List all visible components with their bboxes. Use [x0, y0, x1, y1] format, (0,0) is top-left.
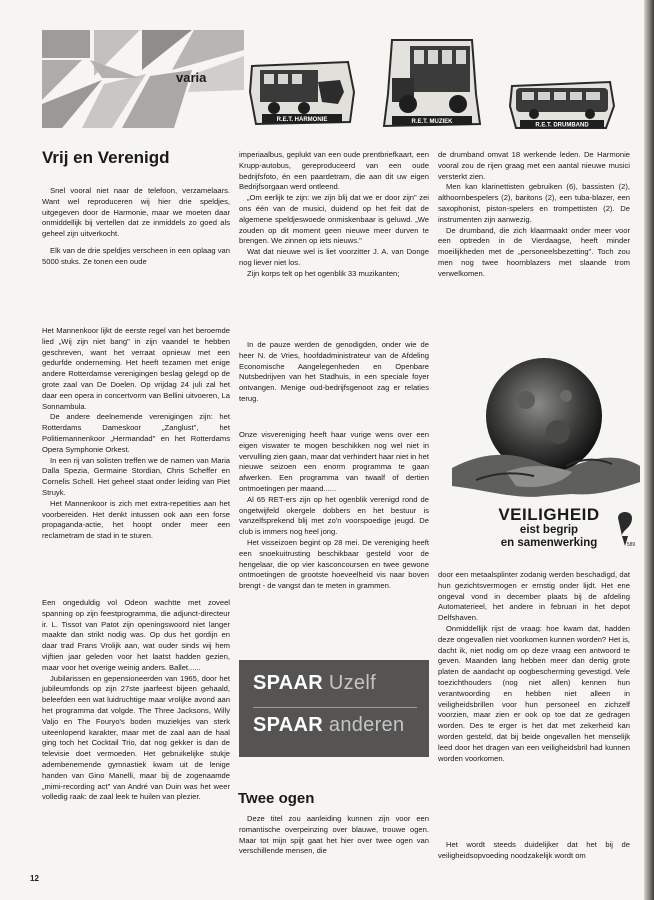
banner-word: SPAAR: [253, 714, 324, 736]
paragraph: Het Mannenkoor lijkt de eerste regel van het beroemde lied „Wij zijn niet bang" in zijn vaandel te hebben geschreven, want het verraat opnieuw met een gedurfde onderneming. Het heeft tezamen met enige andere Rotterdamse verenigingen beslag gelegd op de grote zaal van De Doelen. Op vrijdag 24 juli zal het daar een opera in concertvorm van Bellini uitvoeren, La Sonnambula.: [42, 326, 230, 411]
horse-tram-pin-icon: [248, 52, 356, 132]
pin-label: R.E.T. DRUMBAND: [535, 122, 589, 129]
modern-bus-pin-icon: [506, 76, 618, 132]
paragraph: Al 65 RET-ers zijn op het ogenblik verenigd rond de ongetwijfeld okergele dobbers en het bestuur is vanzelfsprekend blij met zo'n voorspoedige jeugd. De club is immers nog heel jong.: [239, 494, 429, 537]
banner-line: [253, 714, 404, 737]
article-column: [239, 340, 429, 411]
section-label: varia: [176, 70, 207, 85]
banner-word: Uzelf: [328, 672, 376, 694]
paragraph: Een ongeduldig vol Odeon wachtte met zoveel spanning op zijn feestprogramma, die adjunct-directeur ir. L. Tissot van Patot zijn openingswoord niet langer maakte dan strikt nodig was. Op dus het gordijn en daar trad Frans Vrolijk aan, wat ouder sinds wij hem vijftien jaar geleden voor het laatst hadden gezien, maar voor het overige weinig anders. Ballet......: [42, 598, 230, 672]
banner-word: SPAAR: [253, 672, 324, 694]
paragraph: Elk van de drie speldjes verscheen in een oplaag van 5000 stuks. Ze tonen een oude: [42, 245, 230, 266]
paragraph: de drumband omvat 18 werkende leden. De Harmonie vooral zou de rijen graag met een aantal nieuwe musici versterkt zien.: [438, 150, 630, 181]
paragraph: Jubilarissen en gepensioneerden van 1965, door het jubileumfonds op zijn 27ste jaarfeest bijeen gehaald, beleefden een wat luidruchtige maar vrolijke avond aan het programma dat volgde. The Three Jacksons, Willy Valjo en The Fouryo's boden muziekjes van sterk uiteenlopend karakter, maar met de zaal aan de haal ging toch het Cocktail Trio, dat nog gekker is dan de televisie doet vermoeden. Het gebruikelijke stukje adembenemende gymnastiek kwam uit de lenige handen van Gino Manelli, maar bij de zogenaamde „mimi-recording act" van André van Duin was het weer volledig raak: de zaal leek te huilen van plezier.: [42, 673, 230, 802]
article-column: [438, 570, 630, 770]
paragraph: De drumband, die zich klaarmaakt onder meer voor een optreden in de Vierdaagse, heeft minder moeilijkheden met de „personeelsbezetting". Toch zou men nog twee hoornblazers met slaande trom verwelkomen.: [438, 225, 630, 278]
article-title: Vrij en Verenigd: [42, 148, 170, 167]
pin-label: R.E.T. HARMONIE: [276, 117, 328, 123]
article-column: [42, 326, 230, 548]
vintage-bus-pin-icon: [382, 34, 482, 132]
page-number: 12: [30, 874, 39, 883]
paragraph: imperiaalbus, geplukt van een oude prentbriefkaart, een Krupp-autobus, gereproduceerd van een oude bedrijfsfoto, én een paardetram, die aan dit uw eigen Bedrijfsorgaan werd ontleend.: [239, 150, 429, 192]
paragraph: Onze visvereniging heeft haar vurige wens over een eigen viswater te mogen beschikken nog wel niet in vervulling zien gaan, maar dat verhindert haar niet in het nieuwe seizoen een enorm programma te gaan afwerken. Een programma van twaalf of dertien ontmoetingen per maand......: [239, 430, 429, 493]
article-column: [239, 814, 429, 863]
spaar-banner: [239, 660, 429, 757]
banner-line: [253, 672, 376, 695]
paragraph: Onmiddellijk rijst de vraag: hoe kwam dat, hadden deze ongevallen niet voorkomen kunnen worden? Het is, dacht ik, niet nodig om op deze vraag een antwoord te geven. Maanden lang hebben meer dan dertig grote platen de aandacht op oogbescherming gevestigd. Vele toezichthouders (nog niet allen) kennen hun verantwoording en hebben niet alleen in veiligheidsbrillen voor hun personeel en zichzelf voorzien, maar zien er ook op toe dat ze gedragen worden. Des te erger is het dat met zekerheid kan worden gesteld, dat bij beide ongevallen het menselijk leed door het dragen van een veiligheidsbril had kunnen worden voorkomen.: [438, 623, 630, 763]
paragraph: Men kan klarinettisten gebruiken (6), bassisten (2), althoornbespelers (2), baritons (2), een tuba-blazer, een saxophonist, piston-spelers en trompettisten (2). De instrumenten zijn aanwezig.: [438, 182, 630, 224]
paragraph: Snel vooral niet naar de telefoon, verzamelaars. Want wel reproduceren wij hier drie speldjes, uitgegeven door de Harmonie, maar we moeten daar onmiddellijk bij vertellen dat ze inmiddels zo goed als geheel zijn uitverkocht.: [42, 186, 230, 239]
paragraph: In een rij van solisten treffen we de namen van Maria Dalla Spezia, Germaine Stordian, Chris Scheffer en Cornelis Schell. Het geheel staat onder leiding van Piet Struyk.: [42, 455, 230, 497]
paragraph: Wat dat nieuwe wel is liet voorzitter J. A. van Donge nog liever niet los.: [239, 247, 429, 267]
poster-headline: VEILIGHEID: [498, 505, 600, 524]
book-spine-shadow: [644, 0, 654, 900]
article-column: [42, 186, 230, 274]
banner-divider: [253, 707, 417, 708]
paragraph: In de pauze werden de genodigden, onder wie de heer N. de Vries, hoofdadministrateur van de Afdeling Economische Aangelegenheden en Openbare Nutsbedrijven van het Stadhuis, in een speciale foyer ontvangen. Menige oud-bedrijfsgenoot zag er relaties terug.: [239, 340, 429, 403]
article-column: [438, 150, 630, 286]
poster-slogan: [474, 506, 624, 550]
paragraph: Het Mannenkoor is zich met extra-repetities aan het voorbereiden. Het denkt intussen ook aan een forse propaganda-actie, het hoopt onder meer een reclametram de stad in te sturen.: [42, 498, 230, 541]
poster-code: 589: [626, 542, 636, 548]
paragraph: „Om eerlijk te zijn: we zijn blij dat we er door zijn" zei ons één van de musici, duidend op het feit dat de algemene speldjeswoede onmiskenbaar is geluwd. „We zouden op dit moment geen nieuwe meer durven te brengen. We zinnen op iets nieuws.": [239, 193, 429, 246]
paragraph: Het wordt steeds duidelijker dat het bij de veiligheidsopvoeding noodzakelijk wordt om: [438, 840, 630, 860]
paragraph: Zijn korps telt op het ogenblik 33 muzikanten;: [247, 268, 400, 278]
article-column: [42, 598, 230, 809]
paragraph: door een metaalsplinter zodanig werden beschadigd, dat hun gezichtsvermogen er ernstig onder lijdt. Het ene ongeval vond in december plaats bij de afdeling Automaterieel, het andere in februari in het depot Delfshaven.: [438, 570, 630, 623]
article-column: [438, 840, 630, 868]
banner-word: anderen: [328, 714, 405, 736]
article-column: [239, 150, 429, 286]
paragraph: Het visseizoen begint op 28 mei. De vereniging heeft een snoekuitrusting beschikbaar gesteld voor de hengelaar, die op vier kasconcoursen en twee gewone ontmoetingen de grootste hoeveelheid vis naar boven brengt - de vangst dan te meten in grammen.: [239, 537, 429, 591]
article-title: Twee ogen: [238, 790, 315, 807]
starburst-graphic: [42, 30, 244, 128]
paragraph: De andere deelnemende verenigingen zijn: het Rotterdams Dameskoor „Zanglust", het Politiemannenkoor „Hermandad" en het Rotterdams Opera Symphonie Orkest.: [42, 412, 230, 454]
pin-label: R.E.T. MUZIEK: [411, 119, 453, 125]
poster-subline: en samenwerking: [500, 537, 598, 549]
poster-subline: eist begrip: [519, 524, 579, 536]
article-column: [239, 430, 429, 598]
paragraph: Deze titel zou aanleiding kunnen zijn voor een romantische overpeinzing over blauwe, trouwe ogen. Maar tot mijn spijt gaat het hier over twee ogen van verschillende mensen, die: [239, 814, 429, 856]
